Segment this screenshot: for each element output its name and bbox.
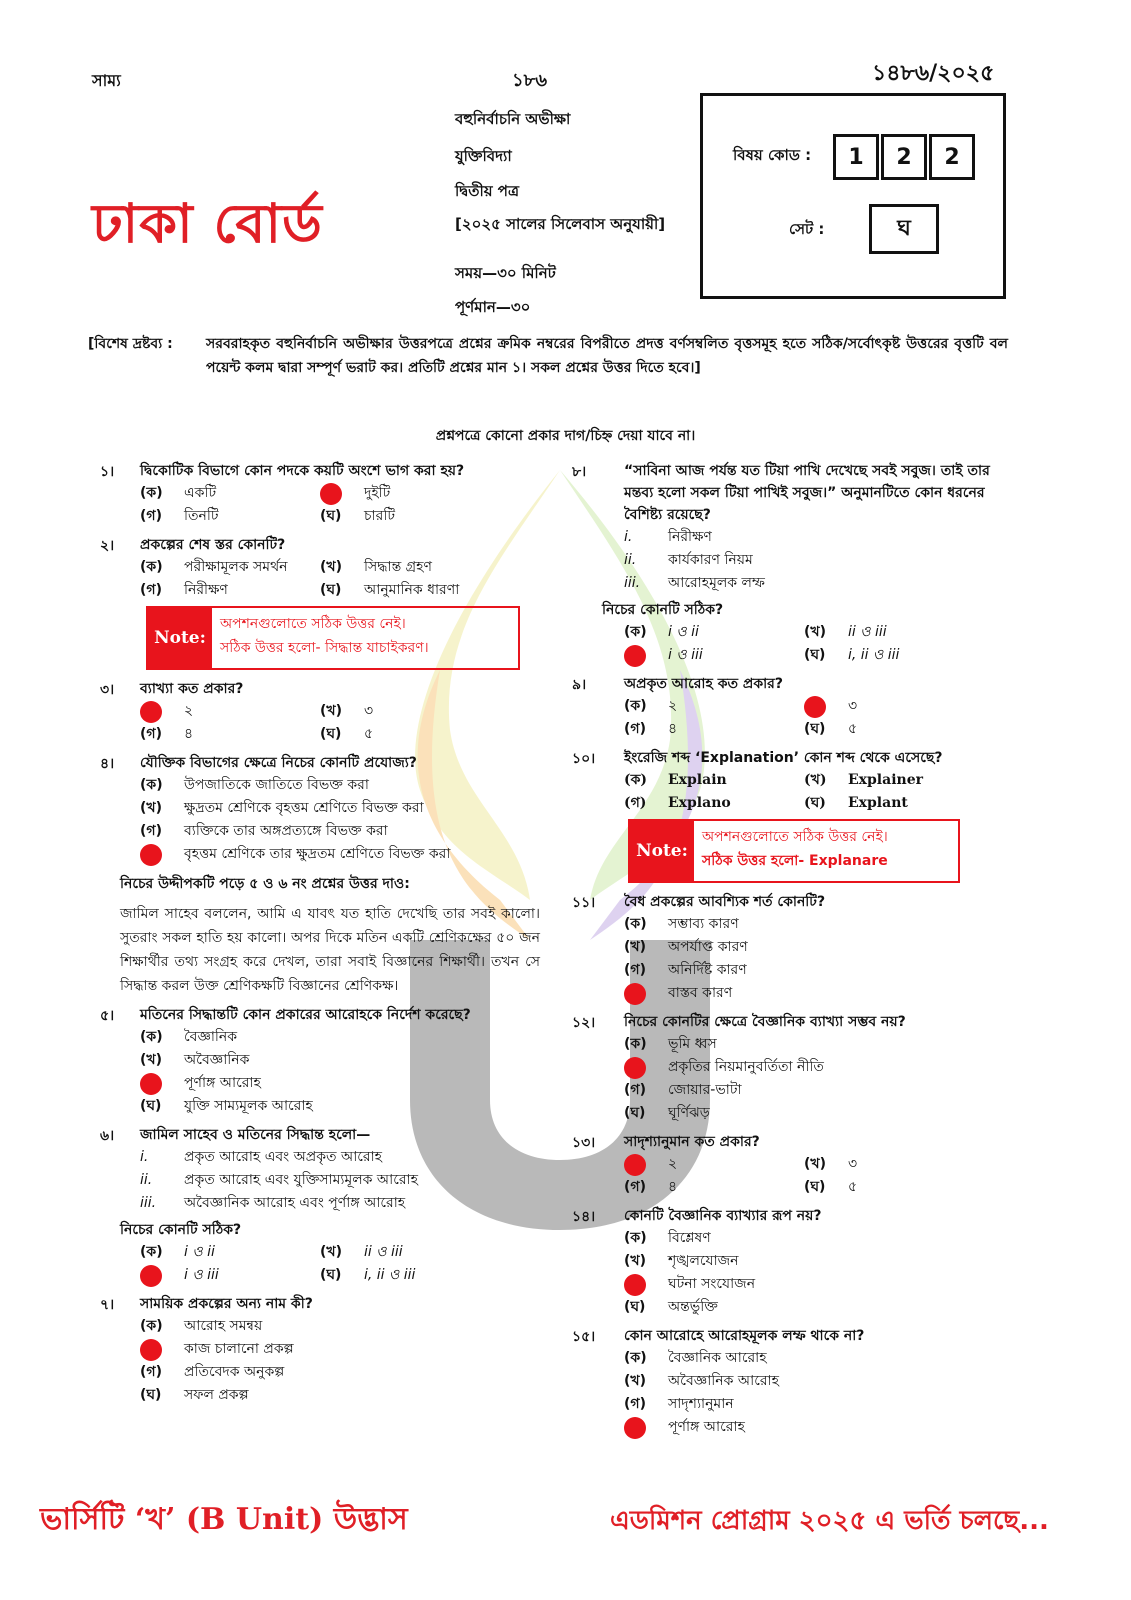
answer-marker <box>140 1073 162 1095</box>
answer-marker <box>320 483 342 505</box>
option-text: i ও iii <box>668 647 703 663</box>
option-label: (ঘ) <box>804 647 826 663</box>
option-label: (ঘ) <box>320 726 342 742</box>
stimulus-intro: নিচের উদ্দীপকটি পড়ে ৫ ও ৬ নং প্রশ্নের উত্তর দাও: <box>120 876 410 892</box>
question-11 <box>572 891 1012 1005</box>
option-label: (ঘ) <box>140 1098 162 1114</box>
option-text: অবৈজ্ঞানিক আরোহ <box>668 1373 779 1389</box>
option-label: (ক) <box>140 1244 163 1260</box>
option-text: ৪ <box>668 721 678 737</box>
question-text: অপ্রকৃত আরোহ কত প্রকার? <box>624 676 783 692</box>
question-text: জামিল সাহেব ও মতিনের সিদ্ধান্ত হলো— <box>140 1127 371 1143</box>
option-label: (খ) <box>804 772 827 788</box>
option-label: (গ) <box>140 1364 162 1380</box>
statement-text: প্রকৃত আরোহ এবং অপ্রকৃত আরোহ <box>184 1149 383 1165</box>
option-label: (খ) <box>624 1253 646 1269</box>
syllabus-note: [২০২৫ সালের সিলেবাস অনুযায়ী] <box>455 215 666 233</box>
option-label: (গ) <box>624 1082 646 1098</box>
option-text: i, ii ও iii <box>848 647 900 663</box>
option-text: ৫ <box>364 726 374 742</box>
special-instructions <box>88 332 1008 380</box>
question-6 <box>100 1124 540 1287</box>
option-label: (খ) <box>804 1156 826 1172</box>
question-text: “সাবিনা আজ পর্যন্ত যত টিয়া পাখি দেখেছে সবই সবুজ। তাই তার মন্তব্য হলো সকল টিয়া পাখিই সবুজ।” অনুমানটিতে কোন ধরনের বৈশিষ্ট্য রয়েছে? <box>624 463 990 523</box>
option-text: ব্যক্তিকে তার অঙ্গপ্রত্যঙ্গে বিভক্ত করা <box>184 823 388 839</box>
option-label: (ক) <box>624 698 647 714</box>
option-label: (ঘ) <box>804 721 826 737</box>
option-label: (খ) <box>624 939 646 955</box>
option-label: (ঘ) <box>320 582 342 598</box>
option-text: সাদৃশ্যানুমান <box>668 1396 734 1412</box>
option-text: বিশ্লেষণ <box>668 1230 711 1246</box>
footer-brand: ভার্সিটি ‘খ’ (B Unit) উদ্ভাস <box>40 1502 408 1537</box>
statement-text: আরোহমূলক লম্ফ <box>668 575 765 591</box>
option-text: i ও iii <box>184 1267 219 1283</box>
option-text: সম্ভাব্য কারণ <box>668 916 739 932</box>
option-label: (গ) <box>140 823 162 839</box>
option-text: Explant <box>848 795 908 811</box>
option-text: ভূমি ধ্বস <box>668 1036 717 1052</box>
question-9 <box>572 673 1012 741</box>
option-label: (গ) <box>140 726 162 742</box>
stimulus-block <box>100 872 540 998</box>
stimulus-text: জামিল সাহেব বললেন, আমি এ যাবৎ যত হাতি দেখেছি তার সবই কালো। সুতরাং সকল হাতি হয় কালো। অপর দিকে মতিন একটি শ্রেণিকক্ষের ৫০ জন শিক্ষার্থীর তথ্য সংগ্রহ করে দেখল, তারা সবাই বিজ্ঞানের শিক্ষার্থী। তখন সে সিদ্ধান্ত করল উক্ত শ্রেণিকক্ষটি বিজ্ঞানের শ্রেণিকক্ষ। <box>120 906 540 994</box>
question-text: নিচের কোনটির ক্ষেত্রে বৈজ্ঞানিক ব্যাখ্যা সম্ভব নয়? <box>624 1014 906 1030</box>
paper-name: দ্বিতীয় পত্র <box>455 182 520 200</box>
option-text: ৪ <box>184 726 194 742</box>
page-number: ১৮৬ <box>512 70 548 91</box>
answer-marker <box>804 696 826 718</box>
question-number: ৮। <box>572 464 587 480</box>
answer-marker <box>140 1339 162 1361</box>
option-label: (খ) <box>320 703 342 719</box>
left-column <box>100 460 540 1413</box>
option-label: (ঘ) <box>624 1299 646 1315</box>
option-label: (ক) <box>140 1029 163 1045</box>
option-text: Explano <box>668 795 731 811</box>
note-line-1: অপশনগুলোতে সঠিক উত্তর নেই। <box>702 829 888 845</box>
option-text: প্রকৃতির নিয়মানুবর্তিতা নীতি <box>668 1059 824 1075</box>
answer-marker <box>140 844 162 866</box>
answer-marker <box>624 1417 646 1439</box>
option-label: (খ) <box>804 624 826 640</box>
question-14 <box>572 1205 1012 1319</box>
option-label: (গ) <box>624 721 646 737</box>
board-title: ঢাকা বোর্ড <box>92 192 323 255</box>
code-digit-2: 2 <box>881 134 927 180</box>
question-number: ৯। <box>572 677 587 693</box>
option-label: (খ) <box>140 800 162 816</box>
question-12 <box>572 1011 1012 1125</box>
option-text: নিরীক্ষণ <box>184 582 228 598</box>
option-text: উপজাতিকে জাতিতে বিভক্ত করা <box>184 777 369 793</box>
question-4 <box>100 752 540 866</box>
option-text: ৫ <box>848 1179 858 1195</box>
question-text: বৈধ প্রকল্পের আবশ্যিক শর্ত কোনটি? <box>624 894 826 910</box>
note-label: Note: <box>630 821 694 881</box>
option-text: অবৈজ্ঞানিক <box>184 1052 250 1068</box>
statement-text: প্রকৃত আরোহ এবং যুক্তিসাম্যমূলক আরোহ <box>184 1172 418 1188</box>
correction-note <box>628 819 960 883</box>
question-number: ১১। <box>572 895 596 911</box>
note-line-1: অপশনগুলোতে সঠিক উত্তর নেই। <box>220 616 406 632</box>
option-label: (ক) <box>624 1230 647 1246</box>
right-column <box>572 460 1012 1445</box>
option-text: ৪ <box>668 1179 678 1195</box>
option-label: (ক) <box>140 559 163 575</box>
option-text: ii ও iii <box>364 1244 403 1260</box>
option-label: (গ) <box>624 962 646 978</box>
instructions-label: [বিশেষ দ্রষ্টব্য : <box>88 336 173 352</box>
exam-type: বহুনির্বাচনি অভীক্ষা <box>455 110 571 128</box>
question-7 <box>100 1293 540 1407</box>
full-marks: পূর্ণমান—৩০ <box>455 298 531 316</box>
correction-note <box>146 606 520 670</box>
statement-text: নিরীক্ষণ <box>668 529 712 545</box>
statement-label: iii. <box>140 1195 157 1211</box>
option-label: (গ) <box>624 1179 646 1195</box>
question-number: ১২। <box>572 1015 596 1031</box>
option-label: (ঘ) <box>804 795 826 811</box>
statement-text: অবৈজ্ঞানিক আরোহ এবং পূর্ণাঙ্গ আরোহ <box>184 1195 406 1211</box>
question-ask: নিচের কোনটি সঠিক? <box>602 602 724 618</box>
question-5 <box>100 1004 540 1118</box>
option-label: (খ) <box>320 1244 342 1260</box>
question-number: ১০। <box>572 751 596 767</box>
statement-text: কার্যকারণ নিয়ম <box>668 552 753 568</box>
question-10 <box>572 747 1012 883</box>
question-3 <box>100 678 540 746</box>
option-text: সফল প্রকল্প <box>184 1387 249 1403</box>
question-number: ১। <box>100 464 115 480</box>
option-label: (ক) <box>140 485 163 501</box>
option-text: অপর্যাপ্ত কারণ <box>668 939 748 955</box>
answer-marker <box>624 1057 646 1079</box>
option-text: বাস্তব কারণ <box>668 985 733 1001</box>
no-marks-warning: প্রশ্নপত্রে কোনো প্রকার দাগ/চিহ্ন দেয়া যাবে না। <box>435 428 696 444</box>
option-text: ২ <box>184 703 194 719</box>
option-text: বৈজ্ঞানিক <box>184 1029 238 1045</box>
reference-number: ১৪৮৬/২০২৫ <box>872 61 995 86</box>
instructions-text: সরবরাহকৃত বহুনির্বাচনি অভীক্ষার উত্তরপত্রে প্রশ্নের ক্রমিক নম্বরের বিপরীতে প্রদত্ত বর্ণসম্বলিত বৃত্তসমূহ হতে সঠিক/সর্বোৎকৃষ্ট উত্তরের বৃত্তটি বল পয়েন্ট কলম দ্বারা সম্পূর্ণ ভরাট কর। প্রতিটি প্রশ্নের মান ১। সকল প্রশ্নের উত্তর দিতে হবে।] <box>206 336 1008 376</box>
option-text: প্রতিবেদক অনুকল্প <box>184 1364 285 1380</box>
option-text: আরোহ সমন্বয় <box>184 1318 263 1334</box>
answer-marker <box>140 1265 162 1287</box>
option-text: ৩ <box>848 1156 858 1172</box>
option-label: (ঘ) <box>624 1105 646 1121</box>
option-label: (গ) <box>140 508 162 524</box>
option-text: কাজ চালানো প্রকল্প <box>184 1341 294 1357</box>
option-label: (ঘ) <box>140 1387 162 1403</box>
subject-code-box <box>700 93 1006 299</box>
option-label: (ঘ) <box>320 1267 342 1283</box>
footer-promo: এডমিশন প্রোগ্রাম ২০২৫ এ ভর্তি চলছে... <box>610 1506 1049 1536</box>
set-label: সেট : <box>789 220 825 238</box>
subject-name: যুক্তিবিদ্যা <box>455 147 512 165</box>
question-number: ১৪। <box>572 1209 596 1225</box>
option-text: পূর্ণাঙ্গ আরোহ <box>668 1419 745 1435</box>
question-number: ২। <box>100 538 115 554</box>
option-text: ২ <box>668 1156 678 1172</box>
question-8 <box>572 460 1012 667</box>
statement-label: iii. <box>624 575 641 591</box>
option-text: অন্তর্ভুক্তি <box>668 1299 718 1315</box>
answer-marker <box>624 645 646 667</box>
question-number: ১৩। <box>572 1135 596 1151</box>
option-text: পূর্ণাঙ্গ আরোহ <box>184 1075 261 1091</box>
option-text: Explainer <box>848 772 923 788</box>
question-text: সাময়িক প্রকল্পের অন্য নাম কী? <box>140 1296 313 1312</box>
question-2 <box>100 534 540 670</box>
question-number: ৩। <box>100 682 115 698</box>
option-label: (গ) <box>624 1396 646 1412</box>
exam-time: সময়—৩০ মিনিট <box>455 264 556 282</box>
option-label: (ক) <box>624 1036 647 1052</box>
question-text: সাদৃশ্যানুমান কত প্রকার? <box>624 1134 760 1150</box>
question-number: ৬। <box>100 1128 115 1144</box>
option-text: বৈজ্ঞানিক আরোহ <box>668 1350 767 1366</box>
option-text: দুইটি <box>364 485 391 501</box>
question-ask: নিচের কোনটি সঠিক? <box>120 1222 242 1238</box>
question-number: ৫। <box>100 1008 115 1024</box>
question-1 <box>100 460 540 528</box>
option-text: ii ও iii <box>848 624 887 640</box>
option-text: অনির্দিষ্ট কারণ <box>668 962 747 978</box>
option-text: ৩ <box>364 703 374 719</box>
option-text: আনুমানিক ধারণা <box>364 582 460 598</box>
option-text: একটি <box>184 485 217 501</box>
option-text: জোয়ার-ভাটা <box>668 1082 742 1098</box>
option-label: (ক) <box>140 777 163 793</box>
option-text: বৃহত্তম শ্রেণিকে তার ক্ষুদ্রতম শ্রেণিতে বিভক্ত করা <box>184 846 451 862</box>
answer-marker <box>140 701 162 723</box>
option-text: Explain <box>668 772 727 788</box>
question-text: কোন আরোহে আরোহমূলক লম্ফ থাকে না? <box>624 1328 865 1344</box>
option-label: (ঘ) <box>804 1179 826 1195</box>
question-text: ইংরেজি শব্দ ‘Explanation’ কোন শব্দ থেকে এসেছে? <box>624 750 943 766</box>
option-text: শৃঙ্খলযোজন <box>668 1253 739 1269</box>
answer-marker <box>624 983 646 1005</box>
option-label: (খ) <box>624 1373 646 1389</box>
option-text: ৩ <box>848 698 858 714</box>
option-text: ঘটনা সংযোজন <box>668 1276 756 1292</box>
question-13 <box>572 1131 1012 1199</box>
option-text: ৫ <box>848 721 858 737</box>
note-line-2: সঠিক উত্তর হলো- সিদ্ধান্ত যাচাইকরণ। <box>220 640 429 656</box>
note-line-2: সঠিক উত্তর হলো- Explanare <box>702 853 888 869</box>
statement-label: ii. <box>140 1172 153 1188</box>
code-digit-3: 2 <box>929 134 975 180</box>
set-value: ঘ <box>869 204 939 254</box>
option-label: (ক) <box>624 624 647 640</box>
option-text: ক্ষুদ্রতম শ্রেণিকে বৃহত্তম শ্রেণিতে বিভক্ত করা <box>184 800 424 816</box>
subject-code-label: বিষয় কোড : <box>733 146 812 164</box>
option-label: (ক) <box>624 772 648 788</box>
option-label: (ক) <box>140 1318 163 1334</box>
option-label: (গ) <box>140 582 162 598</box>
question-text: কোনটি বৈজ্ঞানিক ব্যাখ্যার রূপ নয়? <box>624 1208 822 1224</box>
option-label: (ক) <box>624 1350 647 1366</box>
question-text: প্রকল্পের শেষ স্তর কোনটি? <box>140 537 286 553</box>
option-label: (খ) <box>320 559 342 575</box>
question-text: মতিনের সিদ্ধান্তটি কোন প্রকারের আরোহকে নির্দেশ করেছে? <box>140 1007 471 1023</box>
option-text: i ও ii <box>184 1244 215 1260</box>
question-text: ব্যাখ্যা কত প্রকার? <box>140 681 244 697</box>
statement-label: ii. <box>624 552 637 568</box>
code-digit-1: 1 <box>833 134 879 180</box>
option-label: (ক) <box>624 916 647 932</box>
question-text: দ্বিকোটিক বিভাগে কোন পদকে কয়টি অংশে ভাগ করা হয়? <box>140 463 465 479</box>
header-left-text: সাম্য <box>92 71 121 90</box>
answer-marker <box>624 1274 646 1296</box>
option-text: তিনটি <box>184 508 219 524</box>
statement-label: i. <box>624 529 633 545</box>
statement-label: i. <box>140 1149 149 1165</box>
option-text: পরীক্ষামূলক সমর্থন <box>184 559 288 575</box>
question-number: ৪। <box>100 756 115 772</box>
answer-marker <box>624 1154 646 1176</box>
option-label: (খ) <box>140 1052 162 1068</box>
option-text: ২ <box>668 698 678 714</box>
option-text: চারটি <box>364 508 395 524</box>
option-text: যুক্তি সাম্যমূলক আরোহ <box>184 1098 313 1114</box>
question-number: ১৫। <box>572 1329 596 1345</box>
option-text: ঘূর্ণিঝড় <box>668 1105 710 1121</box>
option-text: i ও ii <box>668 624 699 640</box>
option-text: সিদ্ধান্ত গ্রহণ <box>364 559 432 575</box>
option-label: (গ) <box>624 795 647 811</box>
question-text: যৌক্তিক বিভাগের ক্ষেত্রে নিচের কোনটি প্রযোজ্য? <box>140 755 417 771</box>
note-label: Note: <box>148 608 212 668</box>
question-number: ৭। <box>100 1297 115 1313</box>
option-text: i, ii ও iii <box>364 1267 416 1283</box>
question-15 <box>572 1325 1012 1439</box>
option-label: (ঘ) <box>320 508 342 524</box>
